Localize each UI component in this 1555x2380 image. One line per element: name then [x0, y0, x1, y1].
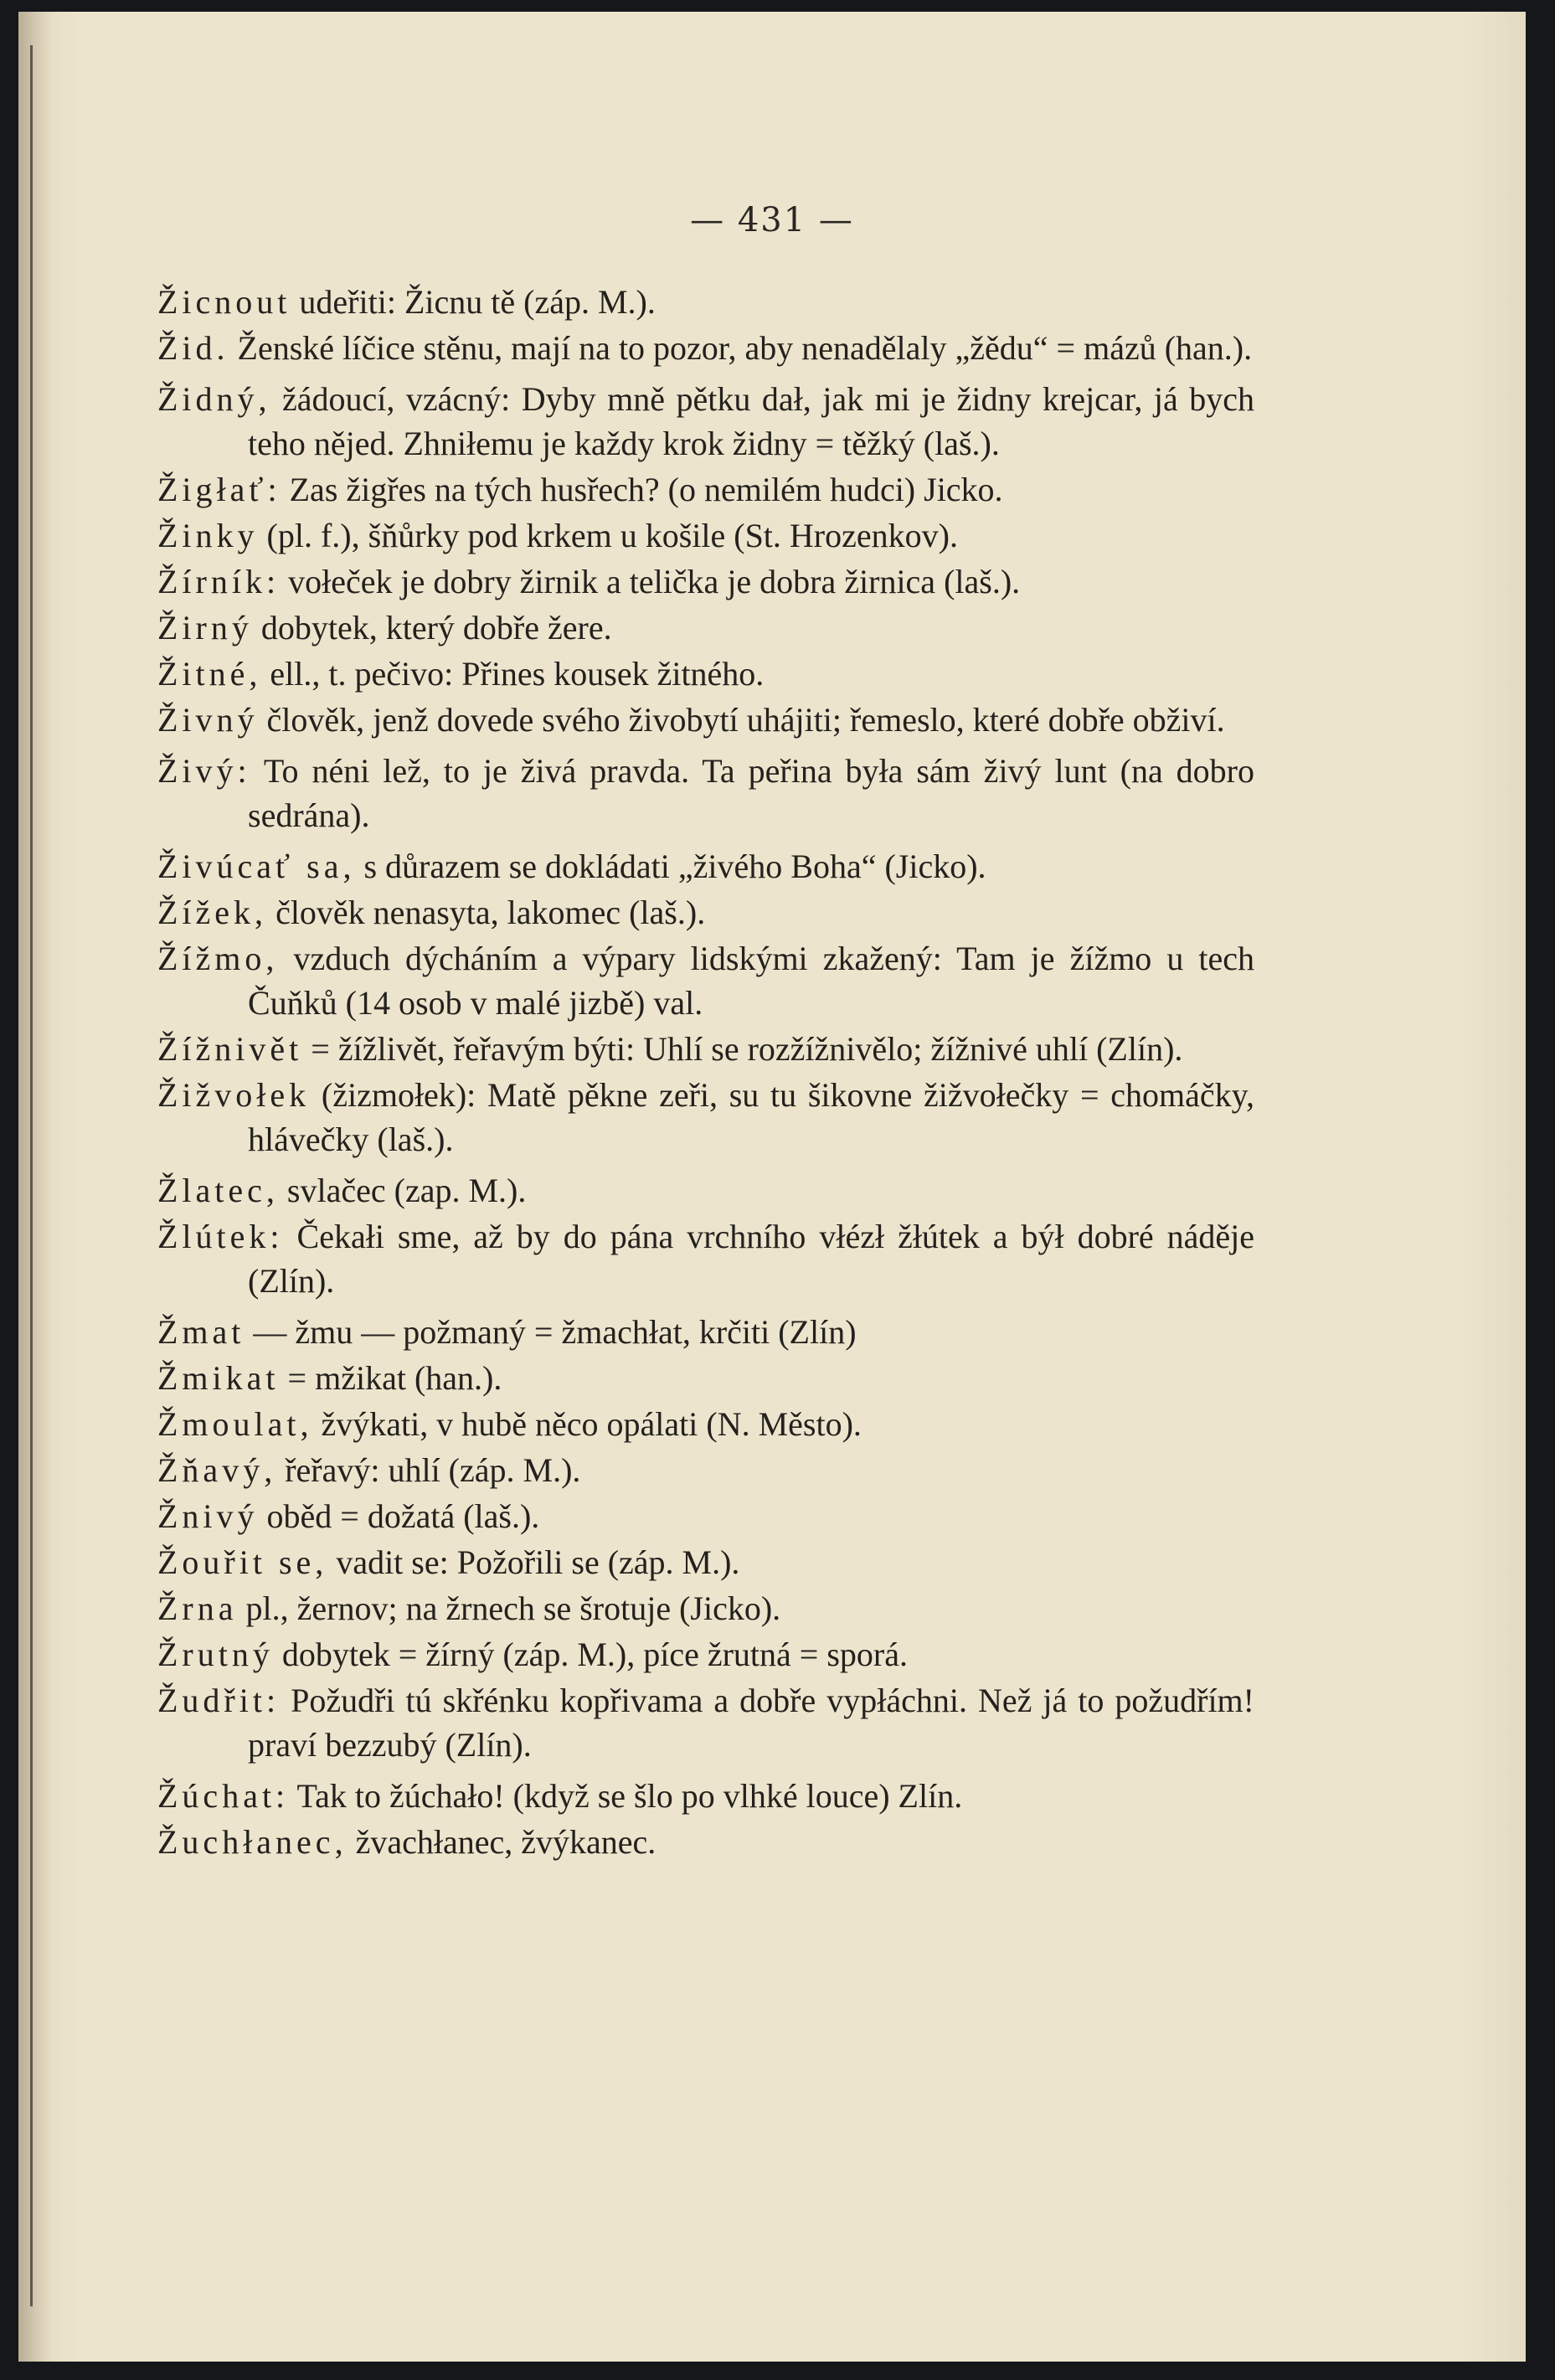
entry-headword: Žížek,	[157, 894, 268, 931]
entry-definition: žádoucí, vzácný: Dyby mně pětku dał, jak mi je židny krejcar, já bych teho nějed. Zhniłemu je každy krok židny = těžký (laš.).	[248, 380, 1255, 462]
dictionary-entry	[157, 513, 1254, 558]
dictionary-entry	[157, 559, 1254, 604]
dictionary-entry	[157, 652, 1254, 696]
entry-headword: Žmikat	[157, 1359, 280, 1397]
entry-headword: Žuchłanec,	[157, 1823, 348, 1861]
entry-headword: Živý:	[157, 752, 251, 790]
entry-definition: dobytek = žírný (záp. M.), píce žrutná = sporá.	[281, 1636, 908, 1673]
entry-headword: Žúchat:	[157, 1777, 290, 1815]
entry-headword: Žrna	[157, 1589, 238, 1627]
entry-definition: s důrazem se dokládati „živého Boha“ (Jicko).	[363, 847, 986, 885]
dictionary-entry	[157, 280, 1254, 324]
entry-headword: Žigłať:	[157, 471, 281, 508]
dictionary-entry	[157, 1448, 1254, 1492]
dictionary-entry	[157, 467, 1254, 512]
entry-definition: žvýkati, v hubě něco opálati (N. Město).	[321, 1405, 862, 1443]
entry-headword: Žicnout	[157, 283, 291, 321]
dictionary-entry	[157, 1027, 1254, 1071]
dictionary-entry	[157, 749, 1254, 837]
entry-definition: člověk nenasyta, lakomec (laš.).	[275, 894, 706, 931]
dictionary-entry	[157, 1214, 1254, 1303]
dictionary-entry	[157, 1356, 1254, 1400]
entry-definition: člověk, jenž dovede svého živobytí uhájiti; řemeslo, které dobře obživí.	[266, 701, 1225, 739]
entry-headword: Žinky	[157, 517, 259, 554]
entry-definition: svlačec (zap. M.).	[286, 1172, 527, 1209]
dictionary-entry	[157, 1540, 1254, 1584]
entry-definition: vzduch dýcháním a výpary lidskými zkažený: Tam je žížmo u tech Čuňků (14 osob v malé jizbě) val.	[248, 940, 1254, 1022]
dictionary-entry	[157, 1310, 1254, 1354]
entry-definition: Ženské líčice stěnu, mají na to pozor, aby nenadělaly „žědu“ = mázů (han.).	[237, 329, 1253, 367]
entry-headword: Židný,	[157, 380, 271, 418]
entry-definition: dobytek, který dobře žere.	[260, 609, 612, 647]
dictionary-entry	[157, 844, 1254, 889]
dictionary-entry	[157, 326, 1254, 370]
entry-headword: Živúcať sa,	[157, 847, 356, 885]
dictionary-entry	[157, 1168, 1254, 1213]
entry-definition: oběd = dožatá (laš.).	[266, 1497, 540, 1535]
entry-headword: Žouřit se,	[157, 1543, 328, 1581]
dictionary-entry	[157, 936, 1254, 1025]
dictionary-entry	[157, 377, 1254, 466]
entry-definition: = žížlivět, řeřavým býti: Uhlí se rozžížnivělo; žížnivé uhlí (Zlín).	[311, 1030, 1183, 1068]
entry-definition: (pl. f.), šňůrky pod krkem u košile (St. Hrozenkov).	[266, 517, 958, 554]
entry-definition: Čekałi sme, až by do pána vrchního vłézł žłútek a býł dobré náděje (Zlín).	[248, 1218, 1255, 1300]
entry-definition: Zas žigřes na tých husřech? (o nemilém hudci) Jicko.	[289, 471, 1003, 508]
entry-definition: vadit se: Požořili se (záp. M.).	[336, 1543, 740, 1581]
page-gutter	[18, 12, 52, 2362]
entry-definition: ell., t. pečivo: Přines kousek žitného.	[270, 655, 765, 693]
entry-headword: Žlatec,	[157, 1172, 279, 1209]
dictionary-entry	[157, 1073, 1254, 1162]
entry-definition: — žmu — požmaný = žmachłat, krčiti (Zlín)	[253, 1313, 857, 1351]
entry-definition: řeřavý: uhlí (záp. M.).	[285, 1451, 581, 1489]
entry-headword: Žirný	[157, 609, 253, 647]
dictionary-entry	[157, 1820, 1254, 1864]
entry-headword: Žižvołek	[157, 1076, 311, 1114]
entry-headword: Žírník:	[157, 563, 281, 600]
entry-definition: (žizmołek): Matě pěkne zeři, su tu šikovne žižvołečky = chomáčky, hlávečky (laš.).	[248, 1076, 1255, 1158]
entry-definition: To néni lež, to je živá pravda. Ta peřina była sám živý lunt (na dobro sedrána).	[248, 752, 1254, 834]
entry-headword: Žnivý	[157, 1497, 259, 1535]
dictionary-entry	[157, 1402, 1254, 1446]
book-page	[18, 12, 1526, 2362]
page-number: — 431 —	[690, 201, 854, 240]
entry-headword: Žňavý,	[157, 1451, 277, 1489]
entry-headword: Žid.	[157, 329, 229, 367]
entry-headword: Žudřit:	[157, 1682, 281, 1719]
dictionary-entries	[157, 280, 1254, 1866]
entry-definition: Tak to žúchało! (když se šlo po vlhké louce) Zlín.	[296, 1777, 963, 1815]
dictionary-entry	[157, 890, 1254, 935]
entry-headword: Žmat	[157, 1313, 245, 1351]
dictionary-entry	[157, 1678, 1254, 1767]
entry-definition: = mžikat (han.).	[287, 1359, 502, 1397]
entry-definition: žvachłanec, žvýkanec.	[355, 1823, 656, 1861]
dictionary-entry	[157, 605, 1254, 650]
entry-definition: pl., žernov; na žrnech se šrotuje (Jicko).	[245, 1589, 781, 1627]
entry-headword: Žlútek:	[157, 1218, 284, 1255]
entry-definition: vołeček je dobry žirnik a telička je dobra žirnica (laš.).	[288, 563, 1021, 600]
dictionary-entry	[157, 1586, 1254, 1630]
entry-headword: Žrutný	[157, 1636, 274, 1673]
entry-headword: Žížmo,	[157, 940, 279, 977]
binding-edge	[30, 45, 33, 2306]
entry-headword: Živný	[157, 701, 259, 739]
dictionary-entry	[157, 698, 1254, 742]
entry-headword: Žitné,	[157, 655, 262, 693]
entry-headword: Žížnivět	[157, 1030, 303, 1068]
entry-definition: udeřiti: Žicnu tě (záp. M.).	[299, 283, 656, 321]
entry-headword: Žmoulat,	[157, 1405, 313, 1443]
dictionary-entry	[157, 1774, 1254, 1818]
entry-definition: Požudři tú skřénku kopřivama a dobře vypłáchni. Než já to požudřím! praví bezzubý (Zlín).	[248, 1682, 1254, 1764]
dictionary-entry	[157, 1632, 1254, 1677]
dictionary-entry	[157, 1494, 1254, 1538]
